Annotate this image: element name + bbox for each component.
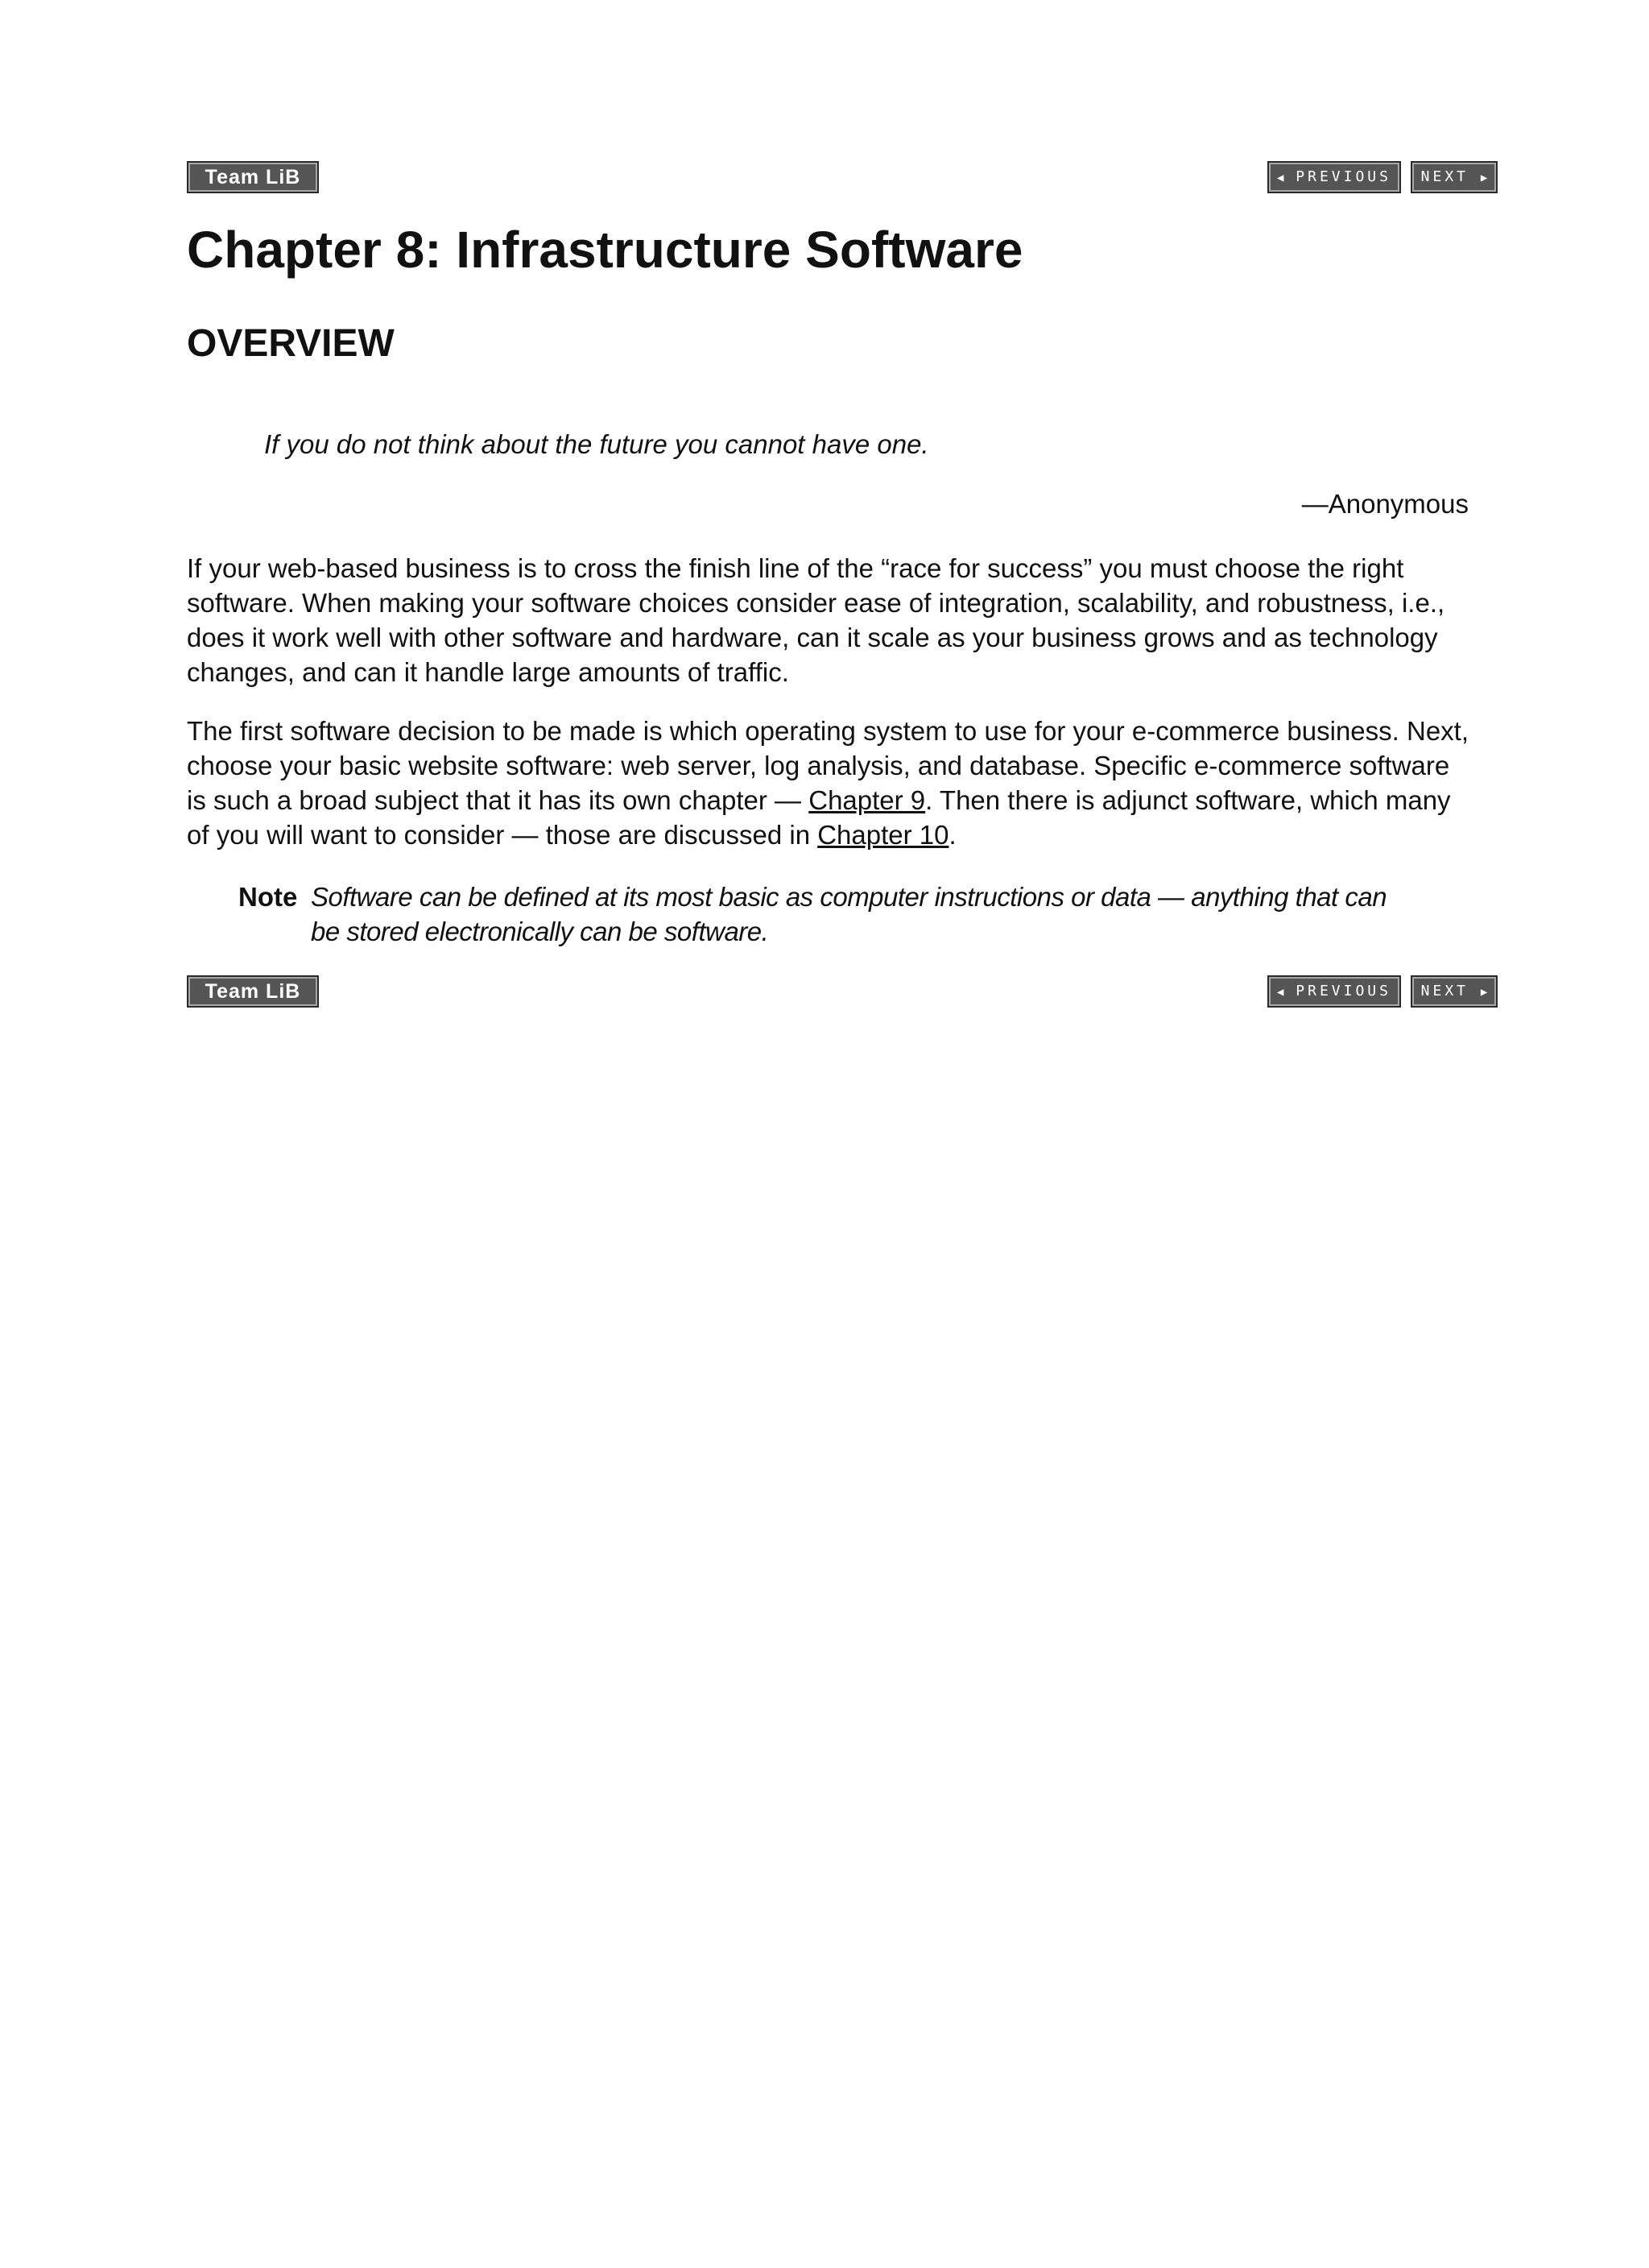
next-label: NEXT (1420, 983, 1469, 999)
top-nav-bar (187, 161, 1498, 193)
previous-button[interactable] (1267, 161, 1401, 193)
paragraph-2-text-b: . Then there is adjunct software, which many of you will want to consider — those are discussed in (187, 785, 1451, 850)
team-lib-logo: Team LiB (187, 161, 319, 193)
team-lib-logo-bottom: Team LiB (187, 975, 319, 1008)
section-title: OVERVIEW (187, 322, 395, 365)
previous-label: PREVIOUS (1296, 983, 1391, 999)
note-label: Note (238, 882, 298, 912)
right-arrow-icon: ▶ (1480, 986, 1488, 999)
paragraph-1: If your web-based business is to cross the finish line of the “race for success” you must choose the right software. When making your software choices consider ease of integration, scalability, and robustness, i.e., does it work well with other software and hardware, can it scale as your business grows and as technology changes, and can it handle large amounts of traffic. (187, 553, 1445, 687)
right-arrow-icon: ▶ (1480, 172, 1488, 184)
paragraph-2-text-c: . (948, 820, 957, 850)
note-text: Software can be defined at its most basic as computer instructions or data — anything that can be stored electronically can be software. (311, 882, 1387, 946)
bottom-nav-bar (187, 975, 1498, 1008)
previous-label: PREVIOUS (1296, 168, 1391, 185)
left-arrow-icon: ◀ (1277, 172, 1284, 184)
paragraph-2 (187, 714, 1475, 852)
paragraph-2-text-a: The first software decision to be made is which operating system to use for your e-commerce business. Next, choose your basic website software: web server, log analysis, and database. Specific e-commerce software is such a broad subject that it has its own chapter — (187, 716, 1469, 815)
next-button[interactable] (1411, 161, 1498, 193)
epigraph-quote: If you do not think about the future you cannot have one. (264, 429, 929, 459)
left-arrow-icon: ◀ (1277, 986, 1284, 999)
next-label: NEXT (1420, 168, 1469, 185)
previous-button-bottom[interactable] (1267, 975, 1401, 1008)
chapter-10-link[interactable]: Chapter 10 (817, 820, 949, 850)
chapter-9-link[interactable]: Chapter 9 (808, 785, 926, 815)
next-button-bottom[interactable] (1411, 975, 1498, 1008)
chapter-title: Chapter 8: Infrastructure Software (187, 221, 1023, 279)
epigraph-attribution: —Anonymous (1301, 489, 1469, 519)
